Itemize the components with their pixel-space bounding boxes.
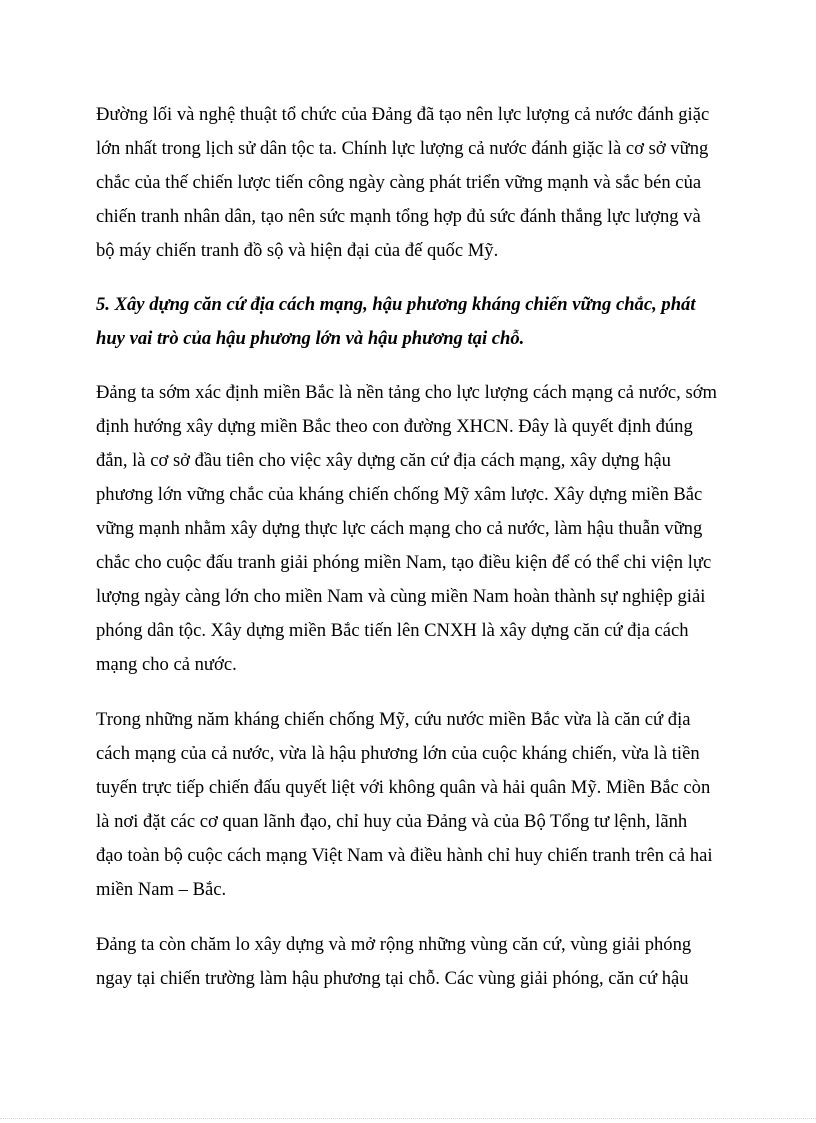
paragraph-line: chắc của thế chiến lược tiến công ngày càng phát triển vững mạnh và sắc bén của [96,172,702,193]
paragraph-line: cách mạng của cả nước, vừa là hậu phương lớn của cuộc kháng chiến, vừa là tiền [96,743,700,764]
paragraph-line: mạng cho cả nước. [96,654,237,675]
heading-line: huy vai trò của hậu phương lớn và hậu phương tại chỗ. [96,328,525,349]
paragraph-line: đạo toàn bộ cuộc cách mạng Việt Nam và điều hành chỉ huy chiến tranh trên cả hai [96,845,713,866]
paragraph-line: chiến tranh nhân dân, tạo nên sức mạnh tổng hợp đủ sức đánh thắng lực lượng và [96,206,701,227]
paragraph-line: đắn, là cơ sở đầu tiên cho việc xây dựng căn cứ địa cách mạng, xây dựng hậu [96,450,671,471]
paragraph-line: vững mạnh nhằm xây dựng thực lực cách mạng cho cả nước, làm hậu thuẫn vững [96,518,703,539]
paragraph-line: lượng ngày càng lớn cho miền Nam và cùng miền Nam hoàn thành sự nghiệp giải [96,586,706,607]
paragraph-line: Đảng ta sớm xác định miền Bắc là nền tảng cho lực lượng cách mạng cả nước, sớm [96,382,717,403]
paragraph-line: ngay tại chiến trường làm hậu phương tại chỗ. Các vùng giải phóng, căn cứ hậu [96,968,689,989]
paragraph-line: lớn nhất trong lịch sử dân tộc ta. Chính lực lượng cả nước đánh giặc là cơ sở vững [96,138,709,159]
paragraph-line: phóng dân tộc. Xây dựng miền Bắc tiến lên CNXH là xây dựng căn cứ địa cách [96,620,689,641]
paragraph-line: tuyến trực tiếp chiến đấu quyết liệt với không quân và hải quân Mỹ. Miền Bắc còn [96,777,711,798]
paragraph-line: phương lớn vững chắc của kháng chiến chống Mỹ xâm lược. Xây dựng miền Bắc [96,484,703,505]
paragraph-line: Đảng ta còn chăm lo xây dựng và mở rộng những vùng căn cứ, vùng giải phóng [96,934,692,955]
heading-line: 5. Xây dựng căn cứ địa cách mạng, hậu phương kháng chiến vững chắc, phát [96,294,696,315]
page-bottom-divider [0,1118,816,1119]
paragraph-line: Đường lối và nghệ thuật tổ chức của Đảng đã tạo nên lực lượng cả nước đánh giặc [96,104,710,125]
paragraph-line: bộ máy chiến tranh đồ sộ và hiện đại của đế quốc Mỹ. [96,240,499,261]
paragraph-line: là nơi đặt các cơ quan lãnh đạo, chỉ huy của Đảng và của Bộ Tổng tư lệnh, lãnh [96,811,688,832]
paragraph-line: chắc cho cuộc đấu tranh giải phóng miền Nam, tạo điều kiện để có thể chi viện lực [96,552,712,573]
paragraph-line: Trong những năm kháng chiến chống Mỹ, cứu nước miền Bắc vừa là căn cứ địa [96,709,691,730]
paragraph-line: định hướng xây dựng miền Bắc theo con đường XHCN. Đây là quyết định đúng [96,416,693,437]
paragraph-line: miền Nam – Bắc. [96,879,227,900]
